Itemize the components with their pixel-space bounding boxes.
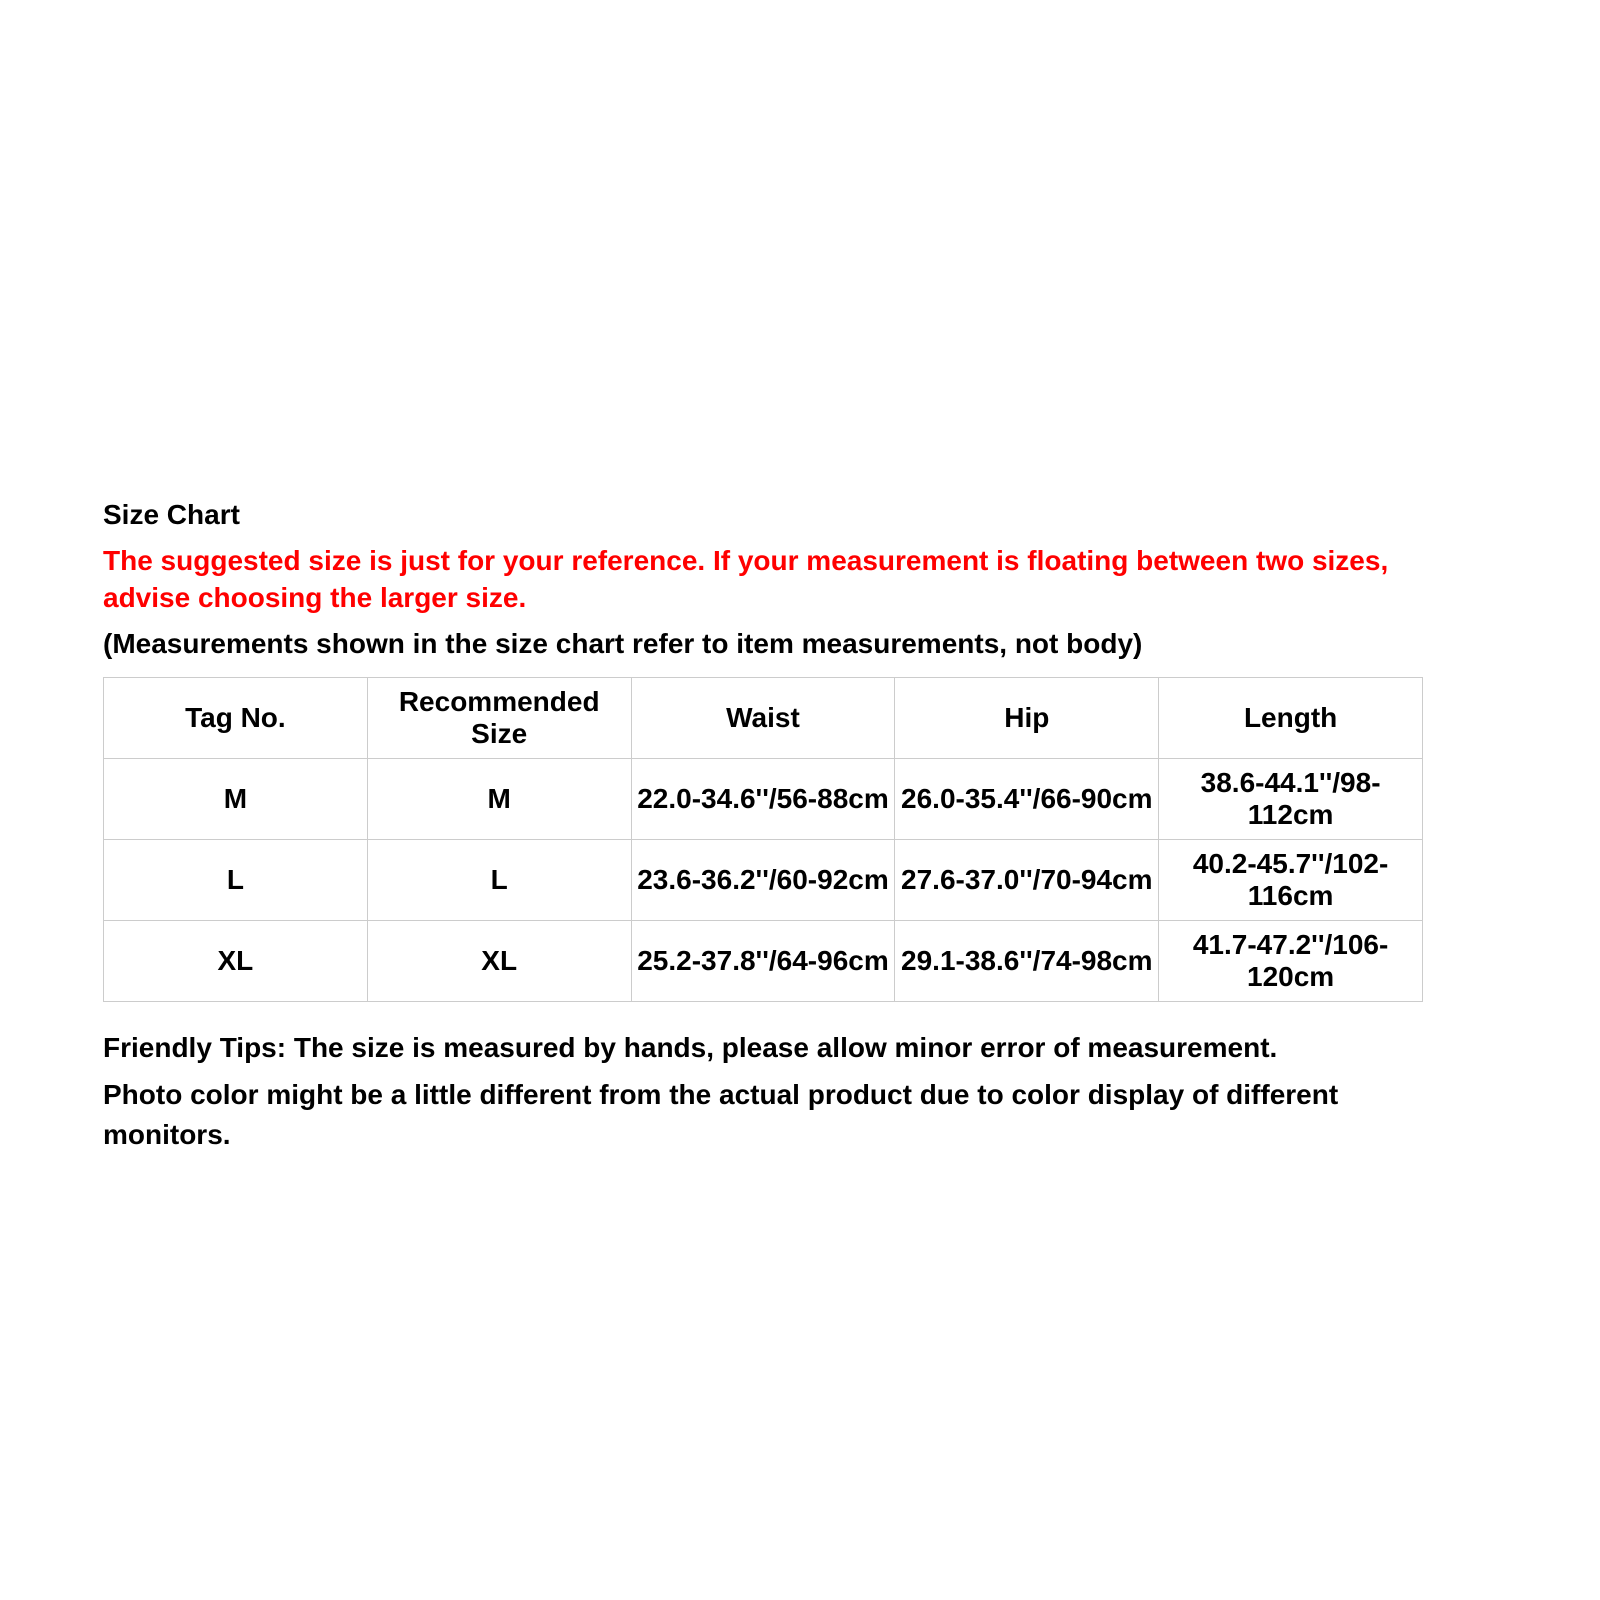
friendly-tips-line2: Photo color might be a little different from the actual product due to color display of different monitors. <box>103 1078 1339 1151</box>
friendly-tips <box>103 1028 1423 1156</box>
cell-tag-no: M <box>104 758 368 839</box>
column-header-recommended-size: Recommended Size <box>367 677 631 758</box>
size-suggestion-warning: The suggested size is just for your reference. If your measurement is floating between two sizes, advise choosing the larger size. <box>103 544 1389 614</box>
cell-recommended-size: M <box>367 758 631 839</box>
cell-waist: 22.0-34.6''/56-88cm <box>631 758 895 839</box>
column-header-tag-no: Tag No. <box>104 677 368 758</box>
measurement-note: (Measurements shown in the size chart refer to item measurements, not body) <box>103 628 1143 660</box>
size-chart-section <box>103 498 1423 1162</box>
column-header-waist: Waist <box>631 677 895 758</box>
cell-recommended-size: L <box>367 839 631 920</box>
table-header <box>104 677 1423 758</box>
cell-length: 40.2-45.7''/102-116cm <box>1159 839 1423 920</box>
table-body <box>104 758 1423 1001</box>
cell-tag-no: L <box>104 839 368 920</box>
cell-tag-no: XL <box>104 920 368 1001</box>
cell-hip: 26.0-35.4''/66-90cm <box>895 758 1159 839</box>
column-header-hip: Hip <box>895 677 1159 758</box>
cell-length: 41.7-47.2''/106-120cm <box>1159 920 1423 1001</box>
column-header-length: Length <box>1159 677 1423 758</box>
cell-waist: 25.2-37.8''/64-96cm <box>631 920 895 1001</box>
cell-recommended-size: XL <box>367 920 631 1001</box>
cell-hip: 29.1-38.6''/74-98cm <box>895 920 1159 1001</box>
table-row-xl <box>104 920 1423 1001</box>
header-row <box>104 677 1423 758</box>
cell-length: 38.6-44.1''/98-112cm <box>1159 758 1423 839</box>
cell-waist: 23.6-36.2''/60-92cm <box>631 839 895 920</box>
page-title: Size Chart <box>103 499 240 530</box>
cell-hip: 27.6-37.0''/70-94cm <box>895 839 1159 920</box>
friendly-tips-line1: Friendly Tips: The size is measured by hands, please allow minor error of measurement. <box>103 1031 1278 1063</box>
table-row-m <box>104 758 1423 839</box>
size-chart-table <box>103 677 1423 1002</box>
table-row-l <box>104 839 1423 920</box>
